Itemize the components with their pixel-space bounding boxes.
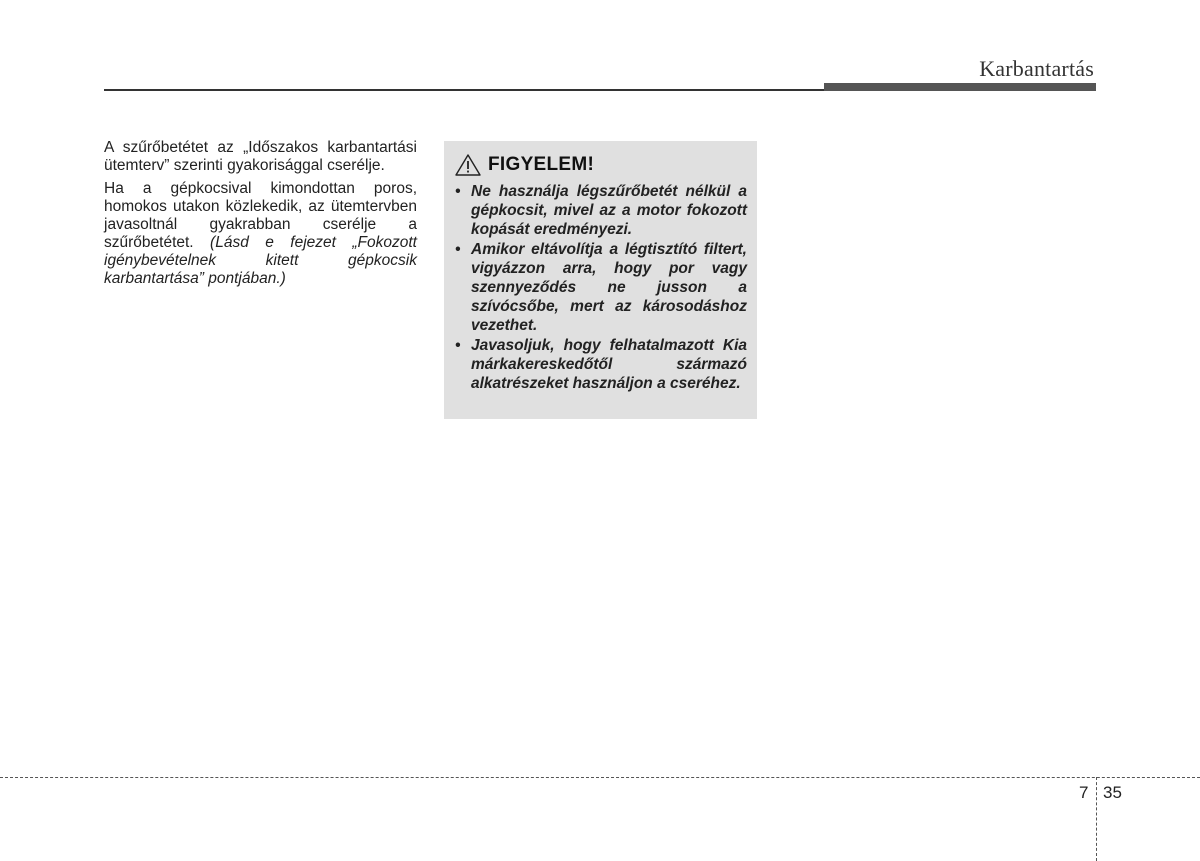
paragraph-2-text: Ha a gépkocsival kimondottan poros, homokos utakon közlekedik, az ütemtervben javasoltnál gyakrabban cserélje a szűrőbetétet. [104, 180, 417, 251]
warning-header [454, 153, 747, 177]
chapter-number: 7 [1079, 783, 1089, 802]
warning-item [454, 182, 747, 239]
warning-item-text: Amikor eltávolítja a légtisztító filtert, vigyázzon arra, hogy por vagy szennyeződés ne jusson a szívócsőbe, mert az károsodáshoz vezethet. [471, 241, 747, 334]
warning-list [454, 182, 747, 393]
bullet: • [455, 183, 461, 200]
footer-dashed-rule [0, 777, 1200, 778]
section-title: Karbantartás [979, 56, 1094, 81]
header-rule-thin [104, 89, 824, 91]
warning-title: FIGYELEM! [488, 154, 595, 175]
page-number: 35 [1103, 783, 1122, 802]
paragraph-2 [104, 180, 417, 288]
header-rule-thick [824, 83, 1096, 91]
warning-item [454, 240, 747, 335]
warning-item-text: Javasoljuk, hogy felhatalmazott Kia márkakereskedőtől származó alkatrészeket használjon a cseréhez. [471, 337, 747, 392]
paragraph-2-reference: (Lásd e fejezet „Fokozott igénybevételnek kitett gépkocsik karbantartása” pontjában.) [104, 234, 417, 287]
footer-vertical-rule [1096, 777, 1097, 861]
left-column-text [104, 139, 417, 293]
warning-item-text: Ne használja légszűrőbetét nélkül a gépkocsit, mivel az a motor fokozott kopását eredményezi. [471, 183, 747, 238]
paragraph-1-text: A szűrőbetétet az „Időszakos karbantartási ütemterv” szerinti gyakorisággal cserélje. [104, 139, 417, 174]
warning-triangle-icon [454, 153, 482, 177]
paragraph-1 [104, 139, 417, 175]
warning-item [454, 336, 747, 393]
bullet: • [455, 337, 461, 354]
warning-box [444, 141, 757, 419]
bullet: • [455, 241, 461, 258]
